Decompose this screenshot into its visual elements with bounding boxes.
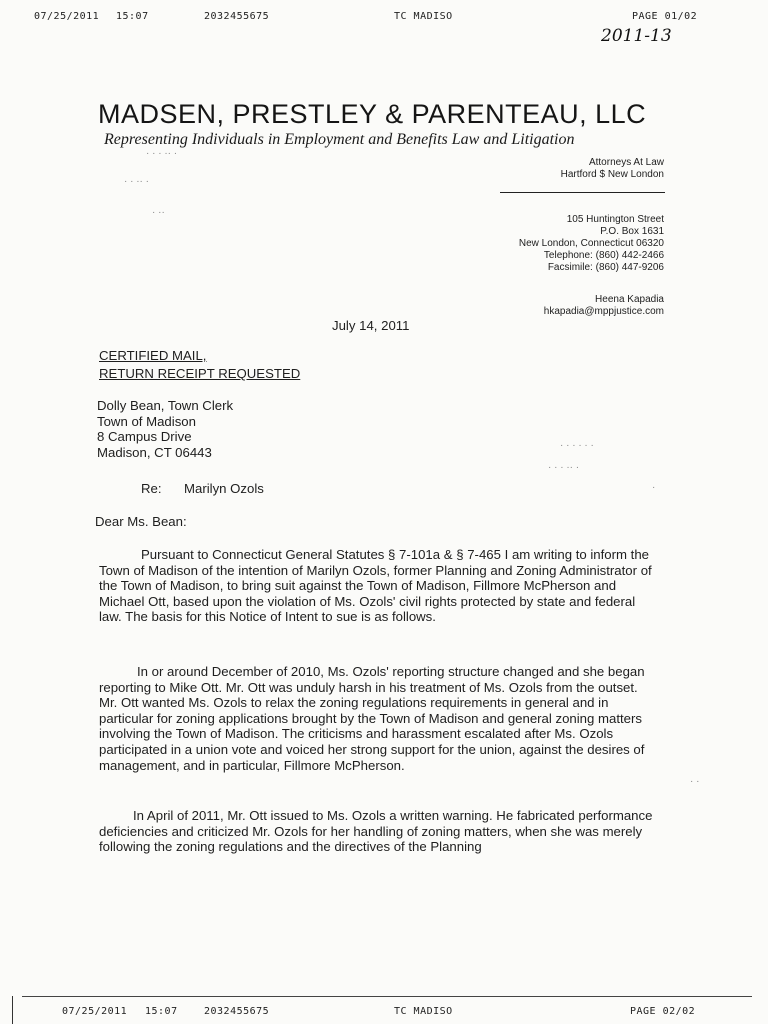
paragraph-3: In April of 2011, Mr. Ott issued to Ms. Ozols a written warning. He fabricated performance deficiencies and criticized Mr. Ozols for her handling of zoning matters, when she was merely following the zoning regulations and the directives of the Planning [99,808,653,855]
firm-name: MADSEN, PRESTLEY & PARENTEAU, LLC [98,99,647,129]
scan-speck: · · · · · · [560,440,594,451]
paragraph-1: Pursuant to Connecticut General Statutes § 7-101a & § 7-465 I am writing to inform the Town of Madison of the intention of Marilyn Ozols, former Planning and Zoning Administrator of the Town of Madison, to bring suit against the Town of Madison, Fillmore McPherson and Michael Ott, based upon the violation of Ms. Ozols' civil rights protected by state and federal law. The basis for this Notice of Intent to sue is as follows. [99,547,652,625]
address-city: New London, Connecticut 06320 [518,238,664,249]
re-subject: Marilyn Ozols [184,481,264,496]
recipient-line-3: 8 Campus Drive [97,429,192,445]
salutation: Dear Ms. Bean: [95,514,187,529]
recipient-line-2: Town of Madison [97,413,196,429]
scan-speck: · [652,482,656,493]
scan-speck: · · · ·· · [548,462,580,473]
footer-fax-time: 15:07 [145,1006,178,1017]
scan-speck: · ·· [152,207,165,218]
fax-time: 15:07 [116,11,149,22]
contact-email: hkapadia@mppjustice.com [543,306,664,317]
scan-speck: · · [690,776,700,787]
letter-date: July 14, 2011 [332,318,410,333]
footer-divider [22,996,752,997]
firm-tagline: Representing Individuals in Employment and Benefits Law and Litigation [104,131,575,148]
footer-fax-page: PAGE 02/02 [630,1006,696,1017]
scan-speck: · · ·· · [124,176,149,187]
contact-block [544,294,664,318]
handwritten-note: 2011-13 [601,26,672,46]
page-edge-mark [12,996,13,1024]
fax-page: PAGE 01/02 [632,11,698,22]
attorneys-line-2: Hartford $ New London [560,169,664,180]
contact-name: Heena Kapadia [595,294,664,305]
recipient-address [97,398,233,460]
recipient-line-4: Madison, CT 06443 [97,444,212,460]
mailing-line-1: CERTIFIED MAIL, [99,348,207,363]
footer-fax-recipient: TC MADISO [394,1006,453,1017]
address-street: 105 Huntington Street [566,214,664,225]
attorneys-line-1: Attorneys At Law [588,157,664,168]
attorneys-block [561,157,664,181]
fax-date: 07/25/2011 [34,11,100,22]
footer-fax-date: 07/25/2011 [62,1006,128,1017]
letterhead-divider [500,192,665,193]
address-po-box: P.O. Box 1631 [600,226,664,237]
scan-speck: · · · ·· · [146,148,178,159]
fax-recipient: TC MADISO [394,11,453,22]
address-block [519,214,664,274]
recipient-line-1: Dolly Bean, Town Clerk [97,398,234,413]
paragraph-2: In or around December of 2010, Ms. Ozols' reporting structure changed and she began reporting to Mike Ott. Mr. Ott was unduly harsh in his treatment of Ms. Ozols from the outset. Mr. Ott wanted Ms. Ozols to relax the zoning regulations requirements in general and in particular for zoning applications brought by the Town of Madison and general zoning matters involving the Town of Madison. The criticisms and harassment escalated after Ms. Ozols participated in a union vote and voiced her strong support for the union, against the desires of management, and in particular, Fillmore McPherson. [99,664,645,773]
footer-fax-number: 2032455675 [204,1006,270,1017]
address-facsimile: Facsimile: (860) 447-9206 [547,262,664,273]
re-label: Re: [141,481,162,496]
fax-number: 2032455675 [204,11,270,22]
mailing-line-2: RETURN RECEIPT REQUESTED [99,366,301,381]
address-telephone: Telephone: (860) 442-2466 [543,250,664,261]
